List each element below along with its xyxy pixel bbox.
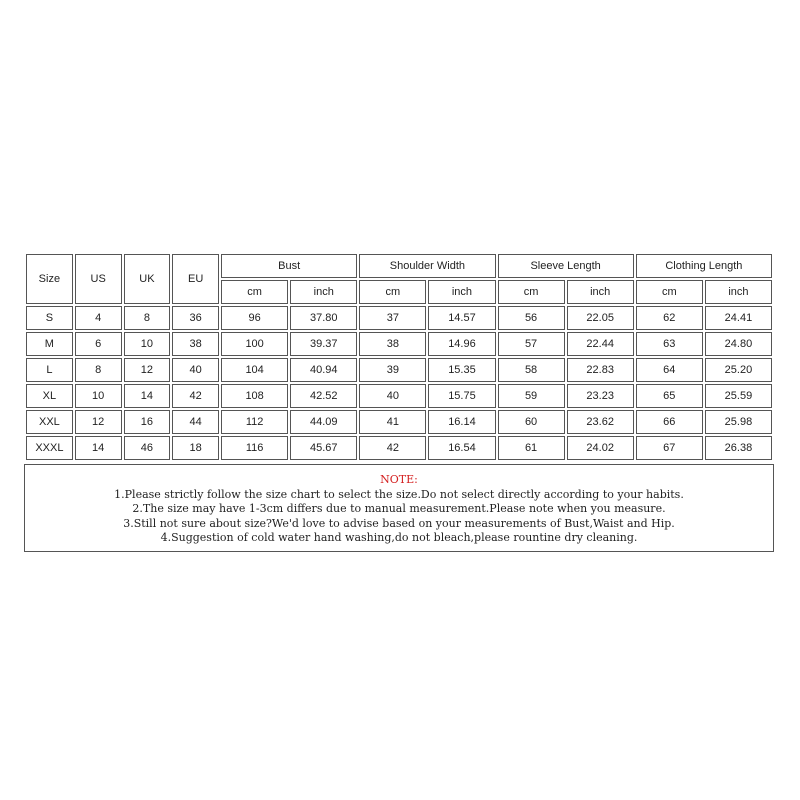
table-cell: 108 <box>221 384 288 408</box>
table-cell: 12 <box>124 358 171 382</box>
table-cell: 12 <box>75 410 122 434</box>
table-cell: 64 <box>636 358 703 382</box>
table-row <box>26 306 772 330</box>
header-uk: UK <box>124 254 171 304</box>
table-cell: 16.54 <box>428 436 495 460</box>
table-cell: M <box>26 332 73 356</box>
unit-cell: cm <box>498 280 565 304</box>
header-us: US <box>75 254 122 304</box>
unit-cell: cm <box>359 280 426 304</box>
table-cell: 42 <box>359 436 426 460</box>
unit-cell: inch <box>290 280 357 304</box>
table-cell: 26.38 <box>705 436 772 460</box>
table-cell: S <box>26 306 73 330</box>
table-row <box>26 332 772 356</box>
table-cell: 62 <box>636 306 703 330</box>
table-cell: 39 <box>359 358 426 382</box>
table-cell: 61 <box>498 436 565 460</box>
table-cell: 41 <box>359 410 426 434</box>
note-title: NOTE: <box>380 473 418 486</box>
table-cell: 104 <box>221 358 288 382</box>
table-cell: 15.75 <box>428 384 495 408</box>
table-cell: 67 <box>636 436 703 460</box>
table-cell: 42.52 <box>290 384 357 408</box>
table-cell: 6 <box>75 332 122 356</box>
table-cell: 44 <box>172 410 219 434</box>
table-cell: 37 <box>359 306 426 330</box>
header-row <box>26 254 772 278</box>
table-cell: 10 <box>75 384 122 408</box>
size-chart <box>24 252 774 552</box>
table-cell: L <box>26 358 73 382</box>
note-line: 4.Suggestion of cold water hand washing,do not bleach,please rountine dry cleaning. <box>160 531 638 544</box>
table-cell: 15.35 <box>428 358 495 382</box>
table-cell: 66 <box>636 410 703 434</box>
size-table <box>24 252 774 462</box>
table-cell: 14 <box>75 436 122 460</box>
table-cell: 38 <box>172 332 219 356</box>
table-cell: 40 <box>359 384 426 408</box>
unit-cell: inch <box>567 280 634 304</box>
table-cell: 38 <box>359 332 426 356</box>
table-cell: 4 <box>75 306 122 330</box>
table-cell: 8 <box>124 306 171 330</box>
unit-cell: cm <box>221 280 288 304</box>
table-cell: 37.80 <box>290 306 357 330</box>
table-cell: 65 <box>636 384 703 408</box>
note-line: 1.Please strictly follow the size chart to select the size.Do not select directly according to your habits. <box>114 487 684 501</box>
table-cell: 40 <box>172 358 219 382</box>
table-cell: 14 <box>124 384 171 408</box>
header-clothing-length: Clothing Length <box>636 254 772 278</box>
table-cell: 116 <box>221 436 288 460</box>
unit-cell: cm <box>636 280 703 304</box>
table-cell: 23.23 <box>567 384 634 408</box>
table-cell: 8 <box>75 358 122 382</box>
table-cell: 16.14 <box>428 410 495 434</box>
table-row <box>26 384 772 408</box>
table-cell: 63 <box>636 332 703 356</box>
table-cell: 22.05 <box>567 306 634 330</box>
table-cell: 57 <box>498 332 565 356</box>
table-cell: 60 <box>498 410 565 434</box>
note-line: 3.Still not sure about size?We'd love to advise based on your measurements of Bust,Waist and Hip. <box>123 516 675 530</box>
table-cell: 22.44 <box>567 332 634 356</box>
header-bust: Bust <box>221 254 357 278</box>
table-cell: 22.83 <box>567 358 634 382</box>
table-cell: 24.41 <box>705 306 772 330</box>
table-cell: 112 <box>221 410 288 434</box>
table-cell: 42 <box>172 384 219 408</box>
table-cell: 40.94 <box>290 358 357 382</box>
table-cell: 59 <box>498 384 565 408</box>
table-row <box>26 410 772 434</box>
table-cell: 23.62 <box>567 410 634 434</box>
header-size: Size <box>26 254 73 304</box>
table-cell: 56 <box>498 306 565 330</box>
header-shoulder-width: Shoulder Width <box>359 254 495 278</box>
table-row <box>26 358 772 382</box>
table-cell: 16 <box>124 410 171 434</box>
table-cell: 45.67 <box>290 436 357 460</box>
header-eu: EU <box>172 254 219 304</box>
table-cell: 36 <box>172 306 219 330</box>
table-cell: 18 <box>172 436 219 460</box>
table-cell: 10 <box>124 332 171 356</box>
table-cell: 46 <box>124 436 171 460</box>
table-cell: XL <box>26 384 73 408</box>
table-cell: 25.98 <box>705 410 772 434</box>
table-cell: 96 <box>221 306 288 330</box>
table-cell: 44.09 <box>290 410 357 434</box>
table-cell: XXL <box>26 410 73 434</box>
header-sleeve-length: Sleeve Length <box>498 254 634 278</box>
size-rows <box>26 306 772 460</box>
unit-cell: inch <box>428 280 495 304</box>
table-cell: 24.80 <box>705 332 772 356</box>
table-cell: 14.57 <box>428 306 495 330</box>
table-cell: 39.37 <box>290 332 357 356</box>
table-cell: 25.20 <box>705 358 772 382</box>
table-cell: XXXL <box>26 436 73 460</box>
unit-cell: inch <box>705 280 772 304</box>
note-line: 2.The size may have 1-3cm differs due to manual measurement.Please note when you measure. <box>132 502 666 515</box>
table-cell: 58 <box>498 358 565 382</box>
table-cell: 25.59 <box>705 384 772 408</box>
notes-box <box>24 464 774 552</box>
table-row <box>26 436 772 460</box>
table-cell: 14.96 <box>428 332 495 356</box>
table-cell: 24.02 <box>567 436 634 460</box>
table-cell: 100 <box>221 332 288 356</box>
